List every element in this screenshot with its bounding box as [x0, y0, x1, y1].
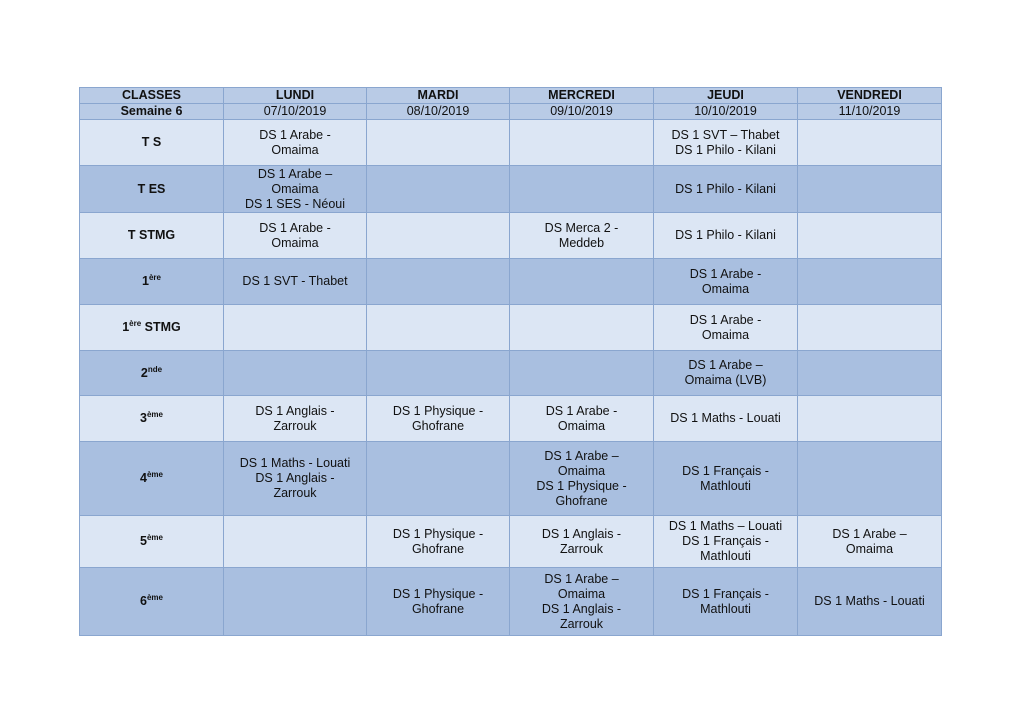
exam-text: DS 1 Maths - Louati	[814, 594, 925, 608]
exam-text: DS 1 Philo - Kilani	[675, 181, 776, 196]
schedule-cell	[367, 259, 510, 305]
class-row	[80, 351, 942, 396]
exam-text: DS 1 Arabe –	[544, 448, 619, 463]
class-name	[80, 120, 224, 166]
exam-text: DS 1 Physique -	[392, 403, 484, 418]
class-name	[80, 568, 224, 636]
schedule-cell	[510, 442, 654, 516]
schedule-cell	[224, 166, 367, 213]
class-level: 1	[122, 320, 130, 334]
class-level: T STMG	[127, 228, 176, 242]
schedule-cell	[510, 351, 654, 396]
exam-text: DS 1 Philo - Kilani	[675, 228, 776, 242]
exam-text: Omaima	[271, 235, 319, 250]
schedule-cell	[654, 213, 798, 259]
schedule-cell	[224, 442, 367, 516]
exam-text: Mathlouti	[700, 549, 751, 563]
schedule-cell	[798, 305, 942, 351]
schedule-cell	[510, 568, 654, 636]
dates-row	[80, 104, 942, 120]
exam-text: DS 1 SES - Néoui	[244, 196, 346, 211]
class-level-suffix: ère	[129, 318, 142, 328]
schedule-cell	[798, 516, 942, 568]
class-name	[80, 442, 224, 516]
class-level: 5	[140, 534, 147, 548]
schedule-cell	[654, 516, 798, 568]
class-name	[80, 351, 224, 396]
exam-text: Zarrouk	[559, 541, 604, 556]
schedule-cell	[367, 351, 510, 396]
header-day-mardi: MARDI	[367, 88, 510, 104]
class-level-suffix: ère	[148, 272, 161, 282]
schedule-cell	[367, 120, 510, 166]
exam-text: DS 1 Arabe -	[259, 127, 331, 142]
schedule-cell	[367, 305, 510, 351]
class-level: T S	[141, 135, 162, 149]
schedule-body	[80, 88, 942, 636]
date-mardi: 08/10/2019	[367, 104, 510, 120]
schedule-cell	[510, 516, 654, 568]
schedule-cell	[224, 516, 367, 568]
class-row	[80, 259, 942, 305]
schedule-cell	[654, 442, 798, 516]
schedule-cell	[510, 259, 654, 305]
header-day-vendredi: VENDREDI	[798, 88, 942, 104]
exam-text: DS 1 Arabe –	[544, 571, 619, 586]
exam-text: Omaima	[557, 463, 606, 478]
exam-text: DS 1 SVT – Thabet	[671, 127, 780, 142]
class-row	[80, 305, 942, 351]
class-name	[80, 259, 224, 305]
schedule-cell	[224, 351, 367, 396]
schedule-cell	[510, 213, 654, 259]
schedule-cell	[224, 259, 367, 305]
exam-text: DS 1 Physique -	[536, 478, 627, 493]
schedule-cell	[654, 568, 798, 636]
header-row	[80, 88, 942, 104]
exam-text: Omaima	[557, 586, 606, 601]
exam-text: DS 1 Anglais -	[255, 471, 335, 485]
exam-text: Ghofrane	[411, 541, 465, 556]
exam-text: Mathlouti	[700, 478, 751, 493]
schedule-cell	[654, 396, 798, 442]
class-row	[80, 213, 942, 259]
exam-text: DS 1 Anglais -	[541, 601, 622, 616]
schedule-cell	[367, 213, 510, 259]
class-row	[80, 166, 942, 213]
exam-text: DS 1 SVT - Thabet	[242, 274, 348, 288]
class-track: STMG	[141, 320, 181, 334]
schedule-cell	[510, 396, 654, 442]
exam-text: Omaima	[845, 541, 894, 556]
exam-text: DS 1 Arabe -	[689, 266, 762, 281]
exam-text: DS 1 Arabe –	[257, 166, 333, 181]
exam-text: DS 1 Français -	[682, 586, 769, 601]
exam-text: DS 1 Français -	[682, 534, 769, 548]
exam-text: DS 1 Maths - Louati	[670, 411, 781, 425]
class-level-suffix: nde	[147, 364, 163, 374]
schedule-cell	[224, 396, 367, 442]
class-row	[80, 516, 942, 568]
exam-text: DS 1 Maths – Louati	[668, 519, 783, 533]
schedule-cell	[367, 166, 510, 213]
schedule-cell	[798, 442, 942, 516]
exam-text: Ghofrane	[411, 601, 465, 616]
exam-text: Zarrouk	[273, 418, 317, 433]
schedule-cell	[654, 351, 798, 396]
schedule-cell	[367, 396, 510, 442]
date-vendredi: 11/10/2019	[798, 104, 942, 120]
exam-text: Omaima	[271, 181, 319, 196]
class-level: 1	[142, 274, 149, 288]
exam-text: DS 1 Arabe -	[545, 403, 618, 418]
schedule-cell	[798, 351, 942, 396]
schedule-cell	[510, 305, 654, 351]
header-day-jeudi: JEUDI	[654, 88, 798, 104]
schedule-cell	[224, 305, 367, 351]
schedule-cell	[798, 259, 942, 305]
exam-text: DS 1 Physique -	[392, 526, 484, 541]
class-level: 6	[140, 594, 147, 608]
exam-text: DS 1 Physique -	[392, 586, 484, 601]
exam-text: Ghofrane	[411, 418, 465, 433]
exam-text: Omaima	[701, 281, 750, 296]
schedule-cell	[224, 213, 367, 259]
schedule-cell	[510, 120, 654, 166]
date-mercredi: 09/10/2019	[510, 104, 654, 120]
schedule-cell	[798, 568, 942, 636]
class-row	[80, 120, 942, 166]
exam-text: DS 1 Arabe –	[832, 526, 907, 541]
class-row	[80, 568, 942, 636]
exam-text: Omaima (LVB)	[684, 373, 767, 387]
class-name	[80, 305, 224, 351]
schedule-cell	[510, 166, 654, 213]
class-row	[80, 396, 942, 442]
schedule-cell	[654, 166, 798, 213]
exam-text: Omaima	[271, 142, 319, 157]
schedule-cell	[654, 305, 798, 351]
exam-text: DS 1 Philo - Kilani	[675, 142, 776, 157]
exam-text: Omaima	[557, 418, 606, 433]
class-level-suffix: ème	[146, 409, 163, 419]
exam-text: Mathlouti	[700, 601, 751, 616]
class-name	[80, 166, 224, 213]
schedule-cell	[798, 120, 942, 166]
schedule-cell	[798, 166, 942, 213]
date-lundi: 07/10/2019	[224, 104, 367, 120]
class-level: 4	[140, 471, 147, 485]
exam-text: DS 1 Maths - Louati	[239, 456, 351, 470]
class-level-suffix: ème	[146, 469, 163, 479]
exam-text: DS 1 Français -	[682, 463, 769, 478]
week-label: Semaine 6	[80, 104, 224, 120]
schedule-cell	[798, 213, 942, 259]
date-jeudi: 10/10/2019	[654, 104, 798, 120]
class-name	[80, 213, 224, 259]
schedule-cell	[367, 442, 510, 516]
exam-text: Ghofrane	[555, 493, 608, 508]
class-level: 3	[140, 411, 147, 425]
class-level-suffix: ème	[146, 592, 163, 602]
schedule-cell	[654, 259, 798, 305]
schedule-cell	[367, 516, 510, 568]
header-classes: CLASSES	[80, 88, 224, 104]
schedule-cell	[367, 568, 510, 636]
class-level-suffix: ème	[146, 532, 163, 542]
exam-text: DS 1 Anglais -	[255, 403, 335, 418]
schedule-cell	[654, 120, 798, 166]
class-level: T ES	[137, 181, 166, 196]
exam-text: Zarrouk	[273, 486, 317, 500]
exam-text: Omaima	[701, 327, 750, 342]
header-day-lundi: LUNDI	[224, 88, 367, 104]
class-level: 2	[140, 365, 148, 380]
schedule-cell	[798, 396, 942, 442]
exam-text: Meddeb	[558, 235, 605, 250]
schedule-cell	[224, 120, 367, 166]
exam-text: DS 1 Arabe -	[689, 312, 762, 327]
class-name	[80, 516, 224, 568]
class-name	[80, 396, 224, 442]
schedule-table	[79, 87, 942, 636]
exam-text: DS 1 Arabe –	[688, 358, 763, 372]
exam-text: DS Merca 2 -	[544, 220, 619, 235]
exam-text: DS 1 Anglais -	[541, 526, 622, 541]
header-day-mercredi: MERCREDI	[510, 88, 654, 104]
schedule-cell	[224, 568, 367, 636]
exam-text: DS 1 Arabe -	[259, 220, 331, 235]
class-row	[80, 442, 942, 516]
exam-text: Zarrouk	[559, 616, 604, 631]
